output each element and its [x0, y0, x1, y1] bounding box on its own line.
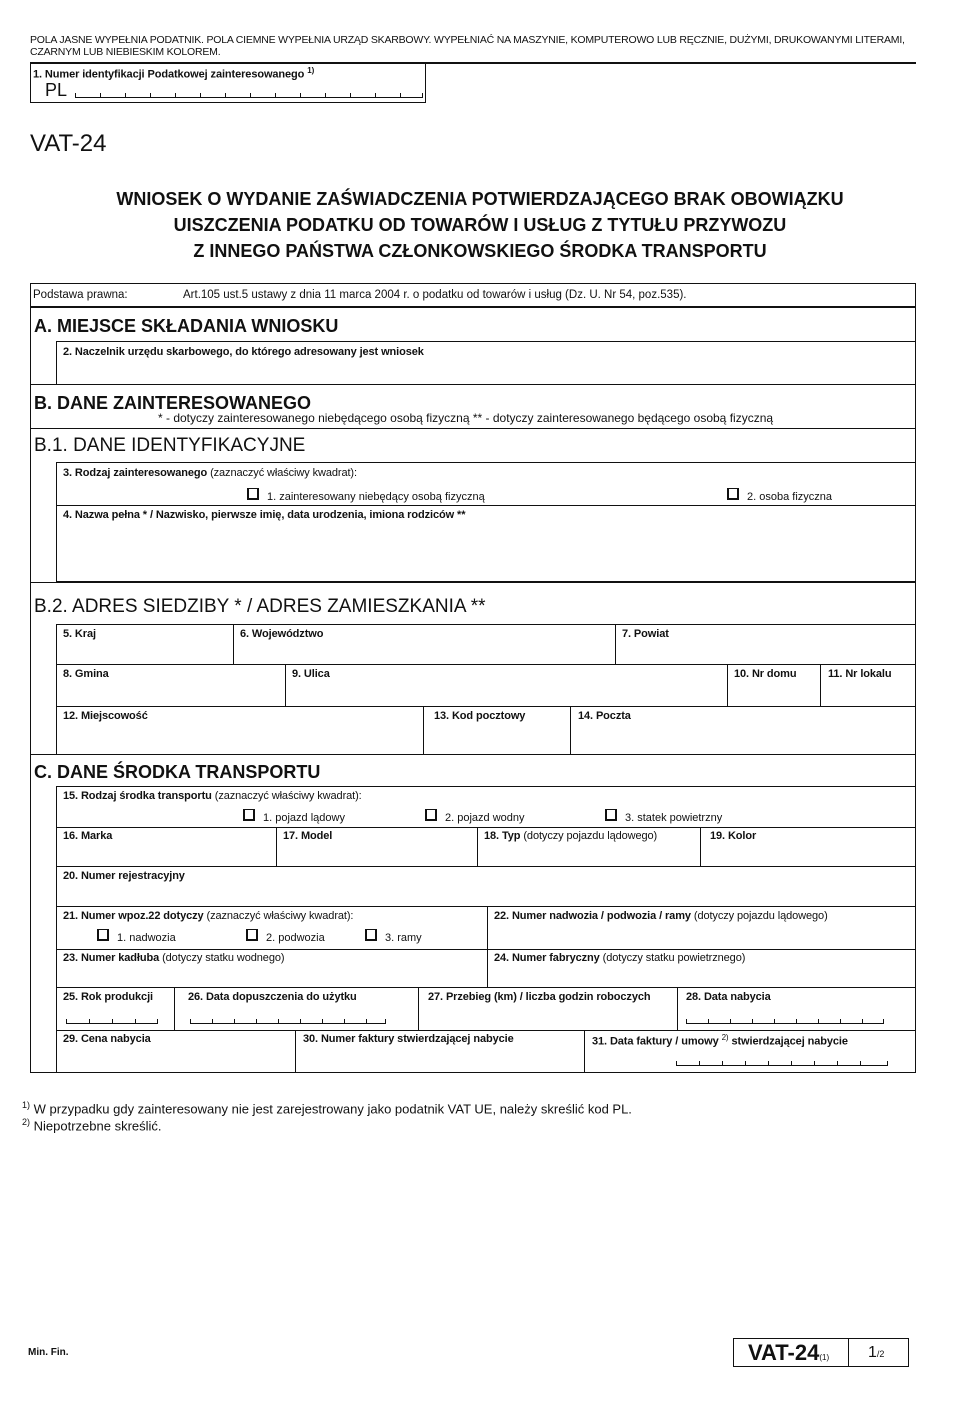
field-15-hint: (zaznaczyć właściwy kwadrat):: [214, 790, 362, 802]
field-20-label: 20. Numer rejestracyjny: [63, 870, 185, 882]
nip-prefix: PL: [45, 80, 68, 100]
ministry-mark: Min. Fin.: [28, 1347, 69, 1358]
field-31-tail: stwierdzającej nabycie: [731, 1035, 848, 1048]
title-line-1: WNIOSEK O WYDANIE ZAŚWIADCZENIA POTWIERDZAJĄCEGO BRAK OBOWIĄZKU: [116, 189, 844, 209]
fill-instructions: POLA JASNE WYPEŁNIA PODATNIK. POLA CIEMNE WYPEŁNIA URZĄD SKARBOWY. WYPEŁNIAĆ NA MASZYNIE, KOMPUTEROWO LUB RĘCZNIE, DUŻYMI, DRUKOWANYMI LITERAMI, CZARNYM LUB NIEBIESKIM KOLOREM.: [30, 34, 905, 58]
field-30-label: 30. Numer faktury stwierdzającej nabycie: [303, 1033, 514, 1045]
section-a-title: A. MIEJSCE SKŁADANIA WNIOSKU: [34, 316, 339, 336]
nip-label: 1. Numer identyfikacji Podatkowej zainteresowanego: [33, 68, 305, 81]
field-15-option-1-label: 1. pojazd lądowy: [263, 812, 345, 824]
legal-basis-label: Podstawa prawna:: [33, 289, 128, 301]
form-title: [0, 186, 960, 264]
field-21-option-1-label: 1. nadwozia: [117, 932, 176, 944]
field-15-label: 15. Rodzaj środka transportu: [63, 790, 212, 802]
field-8-label: 8. Gmina: [63, 668, 109, 680]
field-18-label: 18. Typ: [484, 830, 521, 842]
field-15-option-2-checkbox[interactable]: [425, 809, 437, 821]
footer-version: (1): [819, 1353, 830, 1362]
field-26-label: 26. Data dopuszczenia do użytku: [188, 991, 357, 1003]
legal-basis-box: [30, 283, 916, 307]
field-23-label: 23. Numer kadłuba: [63, 952, 160, 964]
section-c-title: C. DANE ŚRODKA TRANSPORTU: [34, 762, 321, 782]
nip-entry-field[interactable]: [75, 92, 423, 98]
legal-basis-text: Art.105 ust.5 ustawy z dnia 11 marca 2004 r. o podatku od towarów i usług (Dz. U. Nr 54, poz.535).: [183, 289, 687, 301]
field-21-hint: (zaznaczyć właściwy kwadrat):: [206, 910, 354, 922]
field-3-box: [56, 462, 916, 506]
section-b-title: B. DANE ZAINTERESOWANEGO: [34, 393, 312, 413]
field-23-hint: (dotyczy statku wodnego): [162, 952, 285, 964]
field-21-option-1-checkbox[interactable]: [97, 929, 109, 941]
field-2-box[interactable]: [56, 341, 916, 385]
field-18-hint: (dotyczy pojazdu lądowego): [523, 830, 658, 842]
footnote-2-sup: 2): [22, 1117, 31, 1127]
field-11-label: 11. Nr lokalu: [828, 668, 892, 680]
field-21-label: 21. Numer wpoz.22 dotyczy: [63, 910, 204, 922]
field-29-label: 29. Cena nabycia: [63, 1033, 151, 1045]
field-21-option-2-label: 2. podwozia: [266, 932, 325, 944]
nip-sup: 1): [307, 66, 315, 75]
field-3-label: 3. Rodzaj zainteresowanego: [63, 467, 208, 479]
footnote-2-text: Niepotrzebne skreślić.: [33, 1118, 162, 1134]
field-3-option-1-label: 1. zainteresowany niebędący osobą fizyczną: [267, 491, 485, 503]
section-b-note: * - dotyczy zainteresowanego niebędącego osobą fizyczną ** - dotyczy zainteresowanego będącego osobą fizyczną: [158, 411, 774, 425]
footer-pages: 2: [879, 1349, 885, 1359]
field-12-label: 12. Miejscowość: [63, 710, 148, 722]
field-22-hint: (dotyczy pojazdu lądowego): [693, 910, 828, 922]
field-25-label: 25. Rok produkcji: [63, 991, 153, 1003]
field-26-entry[interactable]: [190, 1018, 386, 1024]
field-3-option-2-label: 2. osoba fizyczna: [747, 491, 832, 503]
field-3-hint: (zaznaczyć właściwy kwadrat):: [210, 467, 357, 479]
field-15-option-1-checkbox[interactable]: [243, 809, 255, 821]
field-3-option-1-checkbox[interactable]: [247, 488, 259, 500]
field-15-option-3-checkbox[interactable]: [605, 809, 617, 821]
section-b1-title: B.1. DANE IDENTYFIKACYJNE: [34, 435, 306, 456]
address-grid: [56, 624, 916, 755]
field-2-label: 2. Naczelnik urzędu skarbowego, do którego adresowany jest wniosek: [63, 346, 424, 358]
footnote-1: [22, 1100, 632, 1116]
field-4-label: 4. Nazwa pełna * / Nazwisko, pierwsze imię, data urodzenia, imiona rodziców **: [63, 509, 466, 521]
field-6-label: 6. Województwo: [240, 628, 324, 640]
field-22-label: 22. Numer nadwozia / podwozia / ramy: [494, 910, 691, 922]
field-28-label: 28. Data nabycia: [686, 991, 771, 1003]
field-28-entry[interactable]: [686, 1018, 884, 1024]
field-31-entry[interactable]: [676, 1060, 888, 1066]
title-line-2: UISZCZENIA PODATKU OD TOWARÓW I USŁUG Z TYTUŁU PRZYWOZU: [173, 215, 787, 235]
footer-code: VAT-24: [748, 1340, 820, 1365]
field-3-option-2-checkbox[interactable]: [727, 488, 739, 500]
field-31-sup: 2): [721, 1033, 729, 1042]
footer-code-box: VAT-24(1) 1/2: [733, 1338, 909, 1367]
footnote-2: [22, 1117, 162, 1133]
field-27-label: 27. Przebieg (km) / liczba godzin roboczych: [428, 991, 651, 1003]
footnote-1-sup: 1): [22, 1100, 31, 1110]
field-15-option-2-label: 2. pojazd wodny: [445, 812, 525, 824]
field-16-label: 16. Marka: [63, 830, 113, 842]
field-21-option-3-checkbox[interactable]: [365, 929, 377, 941]
footer-page: 1: [868, 1344, 877, 1361]
form-code: VAT-24: [30, 130, 107, 157]
field-24-hint: (dotyczy statku powietrznego): [602, 952, 746, 964]
field-10-label: 10. Nr domu: [734, 668, 797, 680]
field-5-label: 5. Kraj: [63, 628, 96, 640]
field-4-box[interactable]: [56, 506, 916, 582]
nip-box: [30, 63, 426, 103]
field-7-label: 7. Powiat: [622, 628, 669, 640]
field-19-label: 19. Kolor: [710, 830, 757, 842]
field-15-option-3-label: 3. statek powietrzny: [625, 812, 723, 824]
field-9-label: 9. Ulica: [292, 668, 330, 680]
field-17-label: 17. Model: [283, 830, 333, 842]
field-25-entry[interactable]: [66, 1018, 158, 1024]
field-21-option-2-checkbox[interactable]: [246, 929, 258, 941]
field-31-label: 31. Data faktury / umowy: [592, 1035, 719, 1048]
title-line-3: Z INNEGO PAŃSTWA CZŁONKOWSKIEGO ŚRODKA TRANSPORTU: [193, 241, 767, 261]
field-24-label: 24. Numer fabryczny: [494, 952, 600, 964]
footnote-1-text: W przypadku gdy zainteresowany nie jest zarejestrowany jako podatnik VAT UE, należy skreślić kod PL.: [33, 1101, 632, 1117]
section-b2-title: B.2. ADRES SIEDZIBY * / ADRES ZAMIESZKANIA **: [34, 596, 486, 617]
field-21-option-3-label: 3. ramy: [385, 932, 422, 944]
field-13-label: 13. Kod pocztowy: [434, 710, 526, 722]
field-14-label: 14. Poczta: [578, 710, 631, 722]
